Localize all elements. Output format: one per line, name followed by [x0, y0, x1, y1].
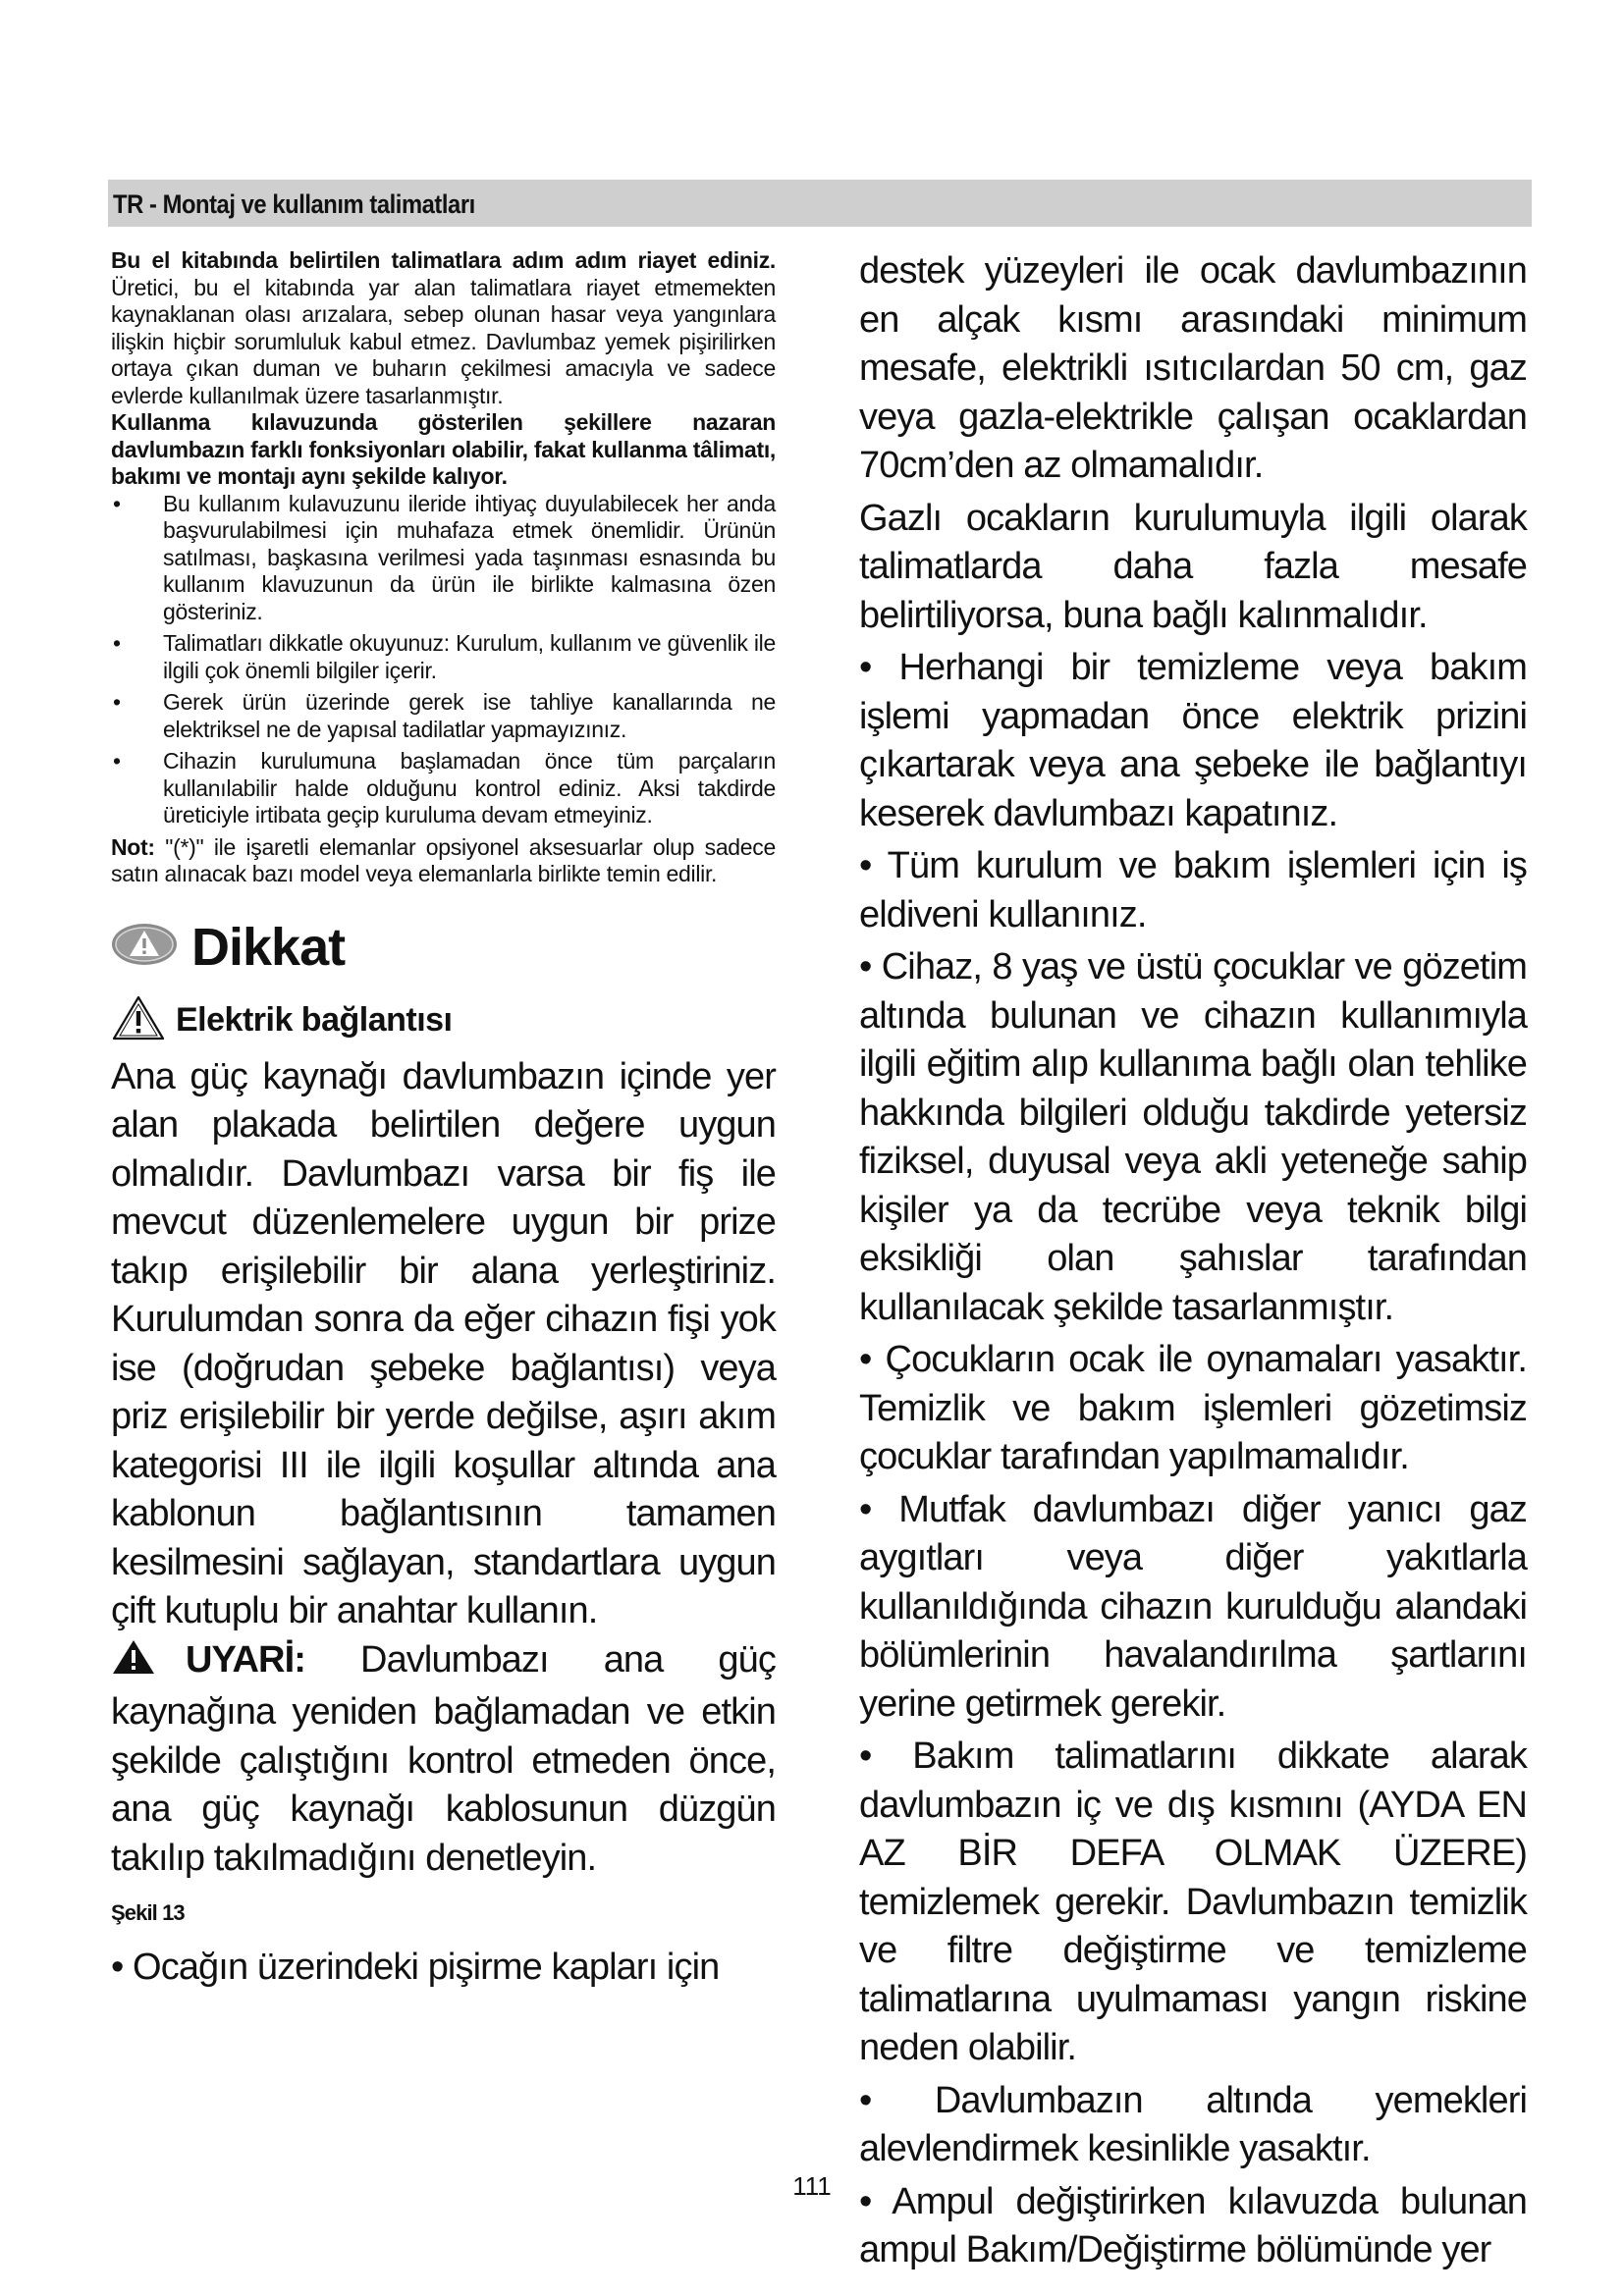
power-supply-paragraph: Ana güç kaynağı davlumbazın içinde yer alan plakada belirtilen değere uygun olmalıdır. Davlumbazı varsa bir fiş ile mevcut düzenlemelere uygun bir prize takıp erişilebilir bir alana yerleştiriniz. Kurulumdan sonra da eğer cihazın fişi yok ise (doğrudan şebeke bağlantısı) veya priz erişilebilir bir yerde değilse, aşırı akım kategorisi III ile ilgili koşullar altında ana kablonun bağlantısının tamamen kesilmesini sağlayan, standartlara uygun çift kutuplu bir anahtar kullanın.: [111, 1055, 776, 1631]
dikkat-heading: [111, 912, 776, 983]
page-number: 111: [792, 2171, 832, 2201]
right-paragraph: • Çocukların ocak ile oynamaları yasaktır. Temizlik ve bakım işlemleri gözetimsiz çocuklar tarafından yapılmamalıdır.: [859, 1339, 1527, 1477]
left-large-text: [111, 1053, 776, 1993]
note: [111, 834, 776, 888]
right-paragraph: • Davlumbazın altında yemekleri alevlendirmek kesinlikle yasaktır.: [859, 2079, 1527, 2169]
warning-icon: [111, 923, 178, 971]
note-label: Not:: [111, 833, 155, 860]
dikkat-title: Dikkat: [191, 917, 346, 977]
right-column: [859, 247, 1527, 2279]
bullet-symbol: •: [113, 490, 121, 516]
last-paragraph: • Ocağın üzerindeki pişirme kapları için: [111, 1946, 720, 1988]
warning-label: UYARİ:: [186, 1638, 305, 1681]
right-paragraph: destek yüzeyleri ile ocak davlumbazının en alçak kısmı arasındaki minimum mesafe, elektrikli ısıtıcılardan 50 cm, gaz veya gazla-elektrikle çalışan ocaklardan 70cm’den az olmamalıdır.: [859, 250, 1527, 486]
bullet-symbol: •: [113, 748, 121, 774]
figure-reference: Şekil 13: [111, 1900, 185, 1925]
intro-text: [111, 247, 776, 409]
warning-paragraph: [111, 1636, 776, 1884]
header-bar: [108, 180, 1532, 227]
list-item: [111, 689, 776, 743]
warning-filled-icon: [111, 1638, 156, 1689]
left-column: [111, 247, 776, 1992]
right-paragraph: • Cihaz, 8 yaş ve üstü çocuklar ve gözetim altında bulunan ve cihazın kullanımıyla ilgili eğitim alıp kullanıma bağlı olan tehlike hakkında bilgileri olduğu takdirde yetersiz fiziksel, duyusal veya akli yeteneğe sahip kişiler ya da tecrübe veya teknik bilgi eksikliği olan şahıslar tarafından kullanılacak şekilde tasarlanmıştır.: [859, 946, 1527, 1328]
list-item-text: Bu kullanım kulavuzunu ileride ihtiyaç duyulabilecek her anda başvurulabilmesi için muhafaza etmek önemlidir. Ürünün satılması, başkasına verilmesi yada taşınması esnasında bu kullanım klavuzunun da ürün ile birlikte kalmasına özen gösteriniz.: [163, 490, 776, 624]
intro-section: [111, 247, 776, 888]
intro-text-1: Üretici, bu el kitabında yar alan talimatlara riayet etmemekten kaynaklanan olası arızalara, sebep olunan hasar veya yangınlara ilişkin hiçbir sorumluluk kabul etmez. Davlumbaz yemek pişirilirken ortaya çıkan duman ve buharın çekilmesi amacıyla ve sadece evlerde kullanılmak üzere tasarlanmıştır.: [111, 274, 776, 408]
right-paragraph: • Tüm kurulum ve bakım işlemleri için iş eldiveni kullanınız.: [859, 845, 1527, 935]
right-paragraph: • Herhangi bir temizleme veya bakım işlemi yapmadan önce elektrik prizini çıkartarak veya ana şebeke ile bağlantıyı keserek davlumbazı kapatınız.: [859, 647, 1527, 834]
intro-bold-1: Bu el kitabında belirtilen talimatlara adım adım riayet ediniz.: [111, 247, 776, 273]
right-paragraph: • Ampul değiştirirken kılavuzda bulunan ampul Bakım/Değiştirme bölümünde yer: [859, 2180, 1527, 2270]
bullet-symbol: •: [113, 689, 121, 715]
list-item-text: Cihazin kurulumuna başlamadan önce tüm parçaların kullanılabilir halde olduğunu kontrol ediniz. Aksi takdirde üreticiyle irtibata geçip kuruluma devam etmeyiniz.: [163, 748, 776, 828]
list-item: [111, 748, 776, 829]
warning-outline-icon: [111, 994, 166, 1046]
list-item: [111, 630, 776, 684]
list-item: [111, 491, 776, 626]
right-paragraph: • Mutfak davlumbazı diğer yanıcı gaz aygıtları veya diğer yakıtlarla kullanıldığında cihazın kurulduğu alandaki bölümlerinin havalandırılma şartlarını yerine getirmek gerekir.: [859, 1488, 1527, 1725]
right-paragraph: • Bakım talimatlarını dikkate alarak davlumbazın iç ve dış kısmını (AYDA EN AZ BİR DEFA OLMAK ÜZERE) temizlemek gerekir. Davlumbazın temizlik ve filtre değiştirme ve temizleme talimatlarına uyulmaması yangın riskine neden olabilir.: [859, 1735, 1527, 2068]
bullet-symbol: •: [113, 630, 121, 656]
intro-bold-2: [111, 409, 776, 491]
intro-bold-2-text: Kullanma kılavuzunda gösterilen şekillere nazaran davlumbazın farklı fonksiyonları olabilir, fakat kullanma tâlimatı, bakımı ve montajı aynı şekilde kalıyor.: [111, 409, 776, 489]
elektrik-title: Elektrik bağlantısı: [176, 1001, 453, 1039]
bullet-list: [111, 491, 776, 829]
list-item-text: Gerek ürün üzerinde gerek ise tahliye kanallarında ne elektriksel ne de yapısal tadilatlar yapmayızınız.: [163, 689, 776, 742]
note-text: "(*)" ile işaretli elemanlar opsiyonel aksesuarlar olup sadece satın alınacak bazı model veya elemanlarla birlikte temin edilir.: [111, 833, 776, 886]
header-title: TR - Montaj ve kullanım talimatları: [113, 189, 475, 219]
right-paragraph: Gazlı ocakların kurulumuyla ilgili olarak talimatlarda daha fazla mesafe belirtiliyorsa, buna bağlı kalınmalıdır.: [859, 497, 1527, 636]
warning-text: Davlumbazı ana güç kaynağına yeniden bağlamadan ve etkin şekilde çalıştığını kontrol etmeden önce, ana güç kaynağı kablosunun düzgün takılıp takılmadığını denetleyin.: [111, 1638, 776, 1879]
elektrik-heading: [111, 996, 776, 1045]
list-item-text: Talimatları dikkatle okuyunuz: Kurulum, kullanım ve güvenlik ile ilgili çok önemli bilgiler içerir.: [163, 630, 776, 683]
